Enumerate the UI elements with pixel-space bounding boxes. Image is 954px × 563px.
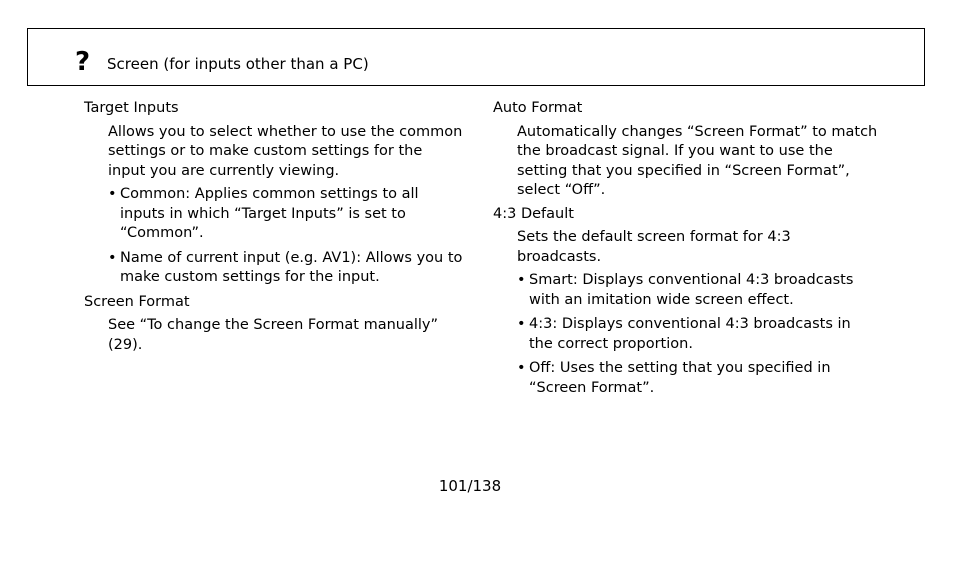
right-column xyxy=(493,99,878,403)
target-inputs-term: Target Inputs xyxy=(84,100,179,116)
list-item: • Common: Applies common settings to all inputs in which “Target Inputs” is set to “Common”. xyxy=(108,185,464,244)
default-43-options xyxy=(517,271,878,398)
auto-format-term: Auto Format xyxy=(493,100,583,116)
target-inputs-description: Allows you to select whether to use the common settings or to make custom settings for the input you are currently viewing. xyxy=(108,123,463,179)
list-item: • 4:3: Displays conventional 4:3 broadcasts in the correct proportion. xyxy=(517,315,878,354)
default-43-description: Sets the default screen format for 4:3 broadcasts. xyxy=(517,229,791,265)
question-mark-icon: ? xyxy=(75,47,91,77)
section-title: Screen (for inputs other than a PC) xyxy=(107,55,369,73)
list-item: • Name of current input (e.g. AV1): Allows you to make custom settings for the input. xyxy=(108,249,464,288)
list-item: • Off: Uses the setting that you specified in “Screen Format”. xyxy=(517,359,878,398)
page-number: 101/138 xyxy=(438,477,502,495)
list-item: • Smart: Displays conventional 4:3 broadcasts with an imitation wide screen effect. xyxy=(517,271,878,310)
left-column xyxy=(84,99,464,359)
screen-format-description: See “To change the Screen Format manually” (29). xyxy=(108,317,439,353)
target-inputs-options xyxy=(108,185,464,288)
screen-format-term: Screen Format xyxy=(84,293,190,310)
default-43-term: 4:3 Default xyxy=(493,205,574,222)
auto-format-description: Automatically changes “Screen Format” to match the broadcast signal. If you want to use the setting that you specified in “Screen Format”, select “Off”. xyxy=(517,123,878,198)
section-header xyxy=(27,28,925,86)
